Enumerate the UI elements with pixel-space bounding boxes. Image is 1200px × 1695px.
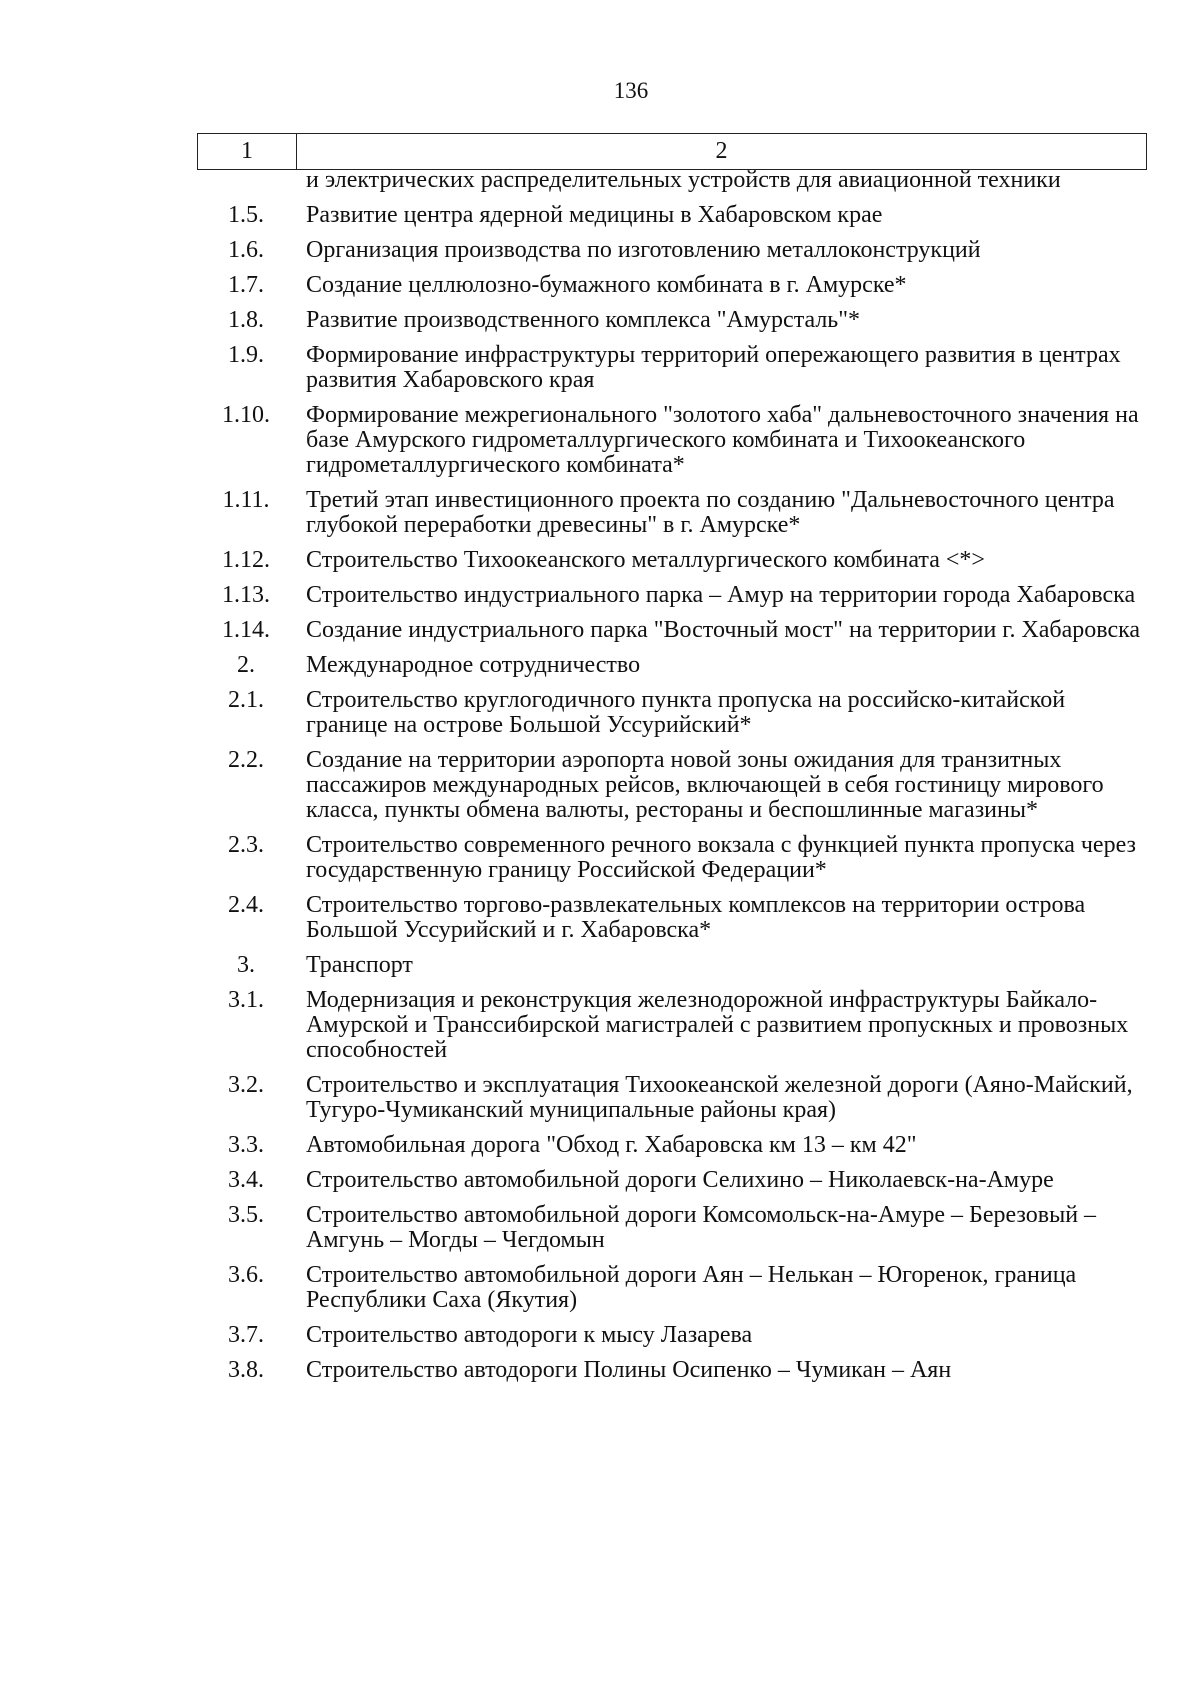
row-number: 3. xyxy=(237,952,255,978)
table-row xyxy=(197,618,1147,643)
table-row xyxy=(197,203,1147,228)
table-row xyxy=(197,1323,1147,1348)
row-text: Международное сотрудничество xyxy=(306,652,641,678)
row-number: 2.2. xyxy=(228,747,264,773)
table-row xyxy=(197,988,1147,1063)
table-row xyxy=(197,238,1147,263)
row-number: 2.4. xyxy=(228,892,264,918)
table-row xyxy=(197,748,1147,823)
row-text: Строительство индустриального парка – Амур на территории города Хабаровска xyxy=(306,582,1136,608)
row-text: Строительство автомобильной дороги Комсомольск-на-Амуре – Березовый – Амгунь – Могды – Чегдомын xyxy=(306,1202,1097,1253)
table-header-col1: 1 xyxy=(198,134,297,169)
row-number: 3.7. xyxy=(228,1322,264,1348)
row-text: Строительство и эксплуатация Тихоокеанской железной дороги (Аяно-Майский, Тугуро-Чумиканский муниципальные районы края) xyxy=(306,1072,1133,1123)
table-header xyxy=(197,133,1147,170)
row-number: 3.8. xyxy=(228,1357,264,1383)
row-text: Автомобильная дорога "Обход г. Хабаровска км 13 – км 42" xyxy=(306,1132,917,1158)
row-number: 1.6. xyxy=(228,237,264,263)
table-row xyxy=(197,1168,1147,1193)
table-row xyxy=(197,403,1147,478)
row-number: 1.5. xyxy=(228,202,264,228)
table-row xyxy=(197,168,1147,193)
page-number: 136 xyxy=(613,78,649,103)
row-text: Развитие центра ядерной медицины в Хабаровском крае xyxy=(306,202,883,228)
row-number: 2. xyxy=(237,652,255,678)
table-row xyxy=(197,688,1147,738)
row-text: Строительство автомобильной дороги Аян – Нелькан – Югоренок, граница Республики Саха (Якутия) xyxy=(306,1262,1077,1313)
row-text: Развитие производственного комплекса "Амурсталь"* xyxy=(306,307,861,333)
row-number: 1.10. xyxy=(222,402,270,428)
table-row xyxy=(197,1203,1147,1253)
table-row xyxy=(197,548,1147,573)
row-text: Третий этап инвестиционного проекта по созданию "Дальневосточного центра глубокой переработки древесины" в г. Амурске* xyxy=(306,487,1115,538)
row-number: 3.1. xyxy=(228,987,264,1013)
table-row xyxy=(197,583,1147,608)
table-row xyxy=(197,893,1147,943)
row-text: Организация производства по изготовлению металлоконструкций xyxy=(306,237,981,263)
row-text: Формирование инфраструктуры территорий опережающего развития в центрах развития Хабаровского края xyxy=(306,342,1121,393)
row-number: 3.4. xyxy=(228,1167,264,1193)
row-text: Строительство торгово-развлекательных комплексов на территории острова Большой Уссурийский и г. Хабаровска* xyxy=(306,892,1086,943)
row-text: Строительство автодороги к мысу Лазарева xyxy=(306,1322,753,1348)
table-row xyxy=(197,833,1147,883)
row-text: и электрических распределительных устройств для авиационной техники xyxy=(306,167,1061,193)
row-number: 1.9. xyxy=(228,342,264,368)
row-number: 1.8. xyxy=(228,307,264,333)
row-number: 1.11. xyxy=(222,487,270,513)
row-number: 3.3. xyxy=(228,1132,264,1158)
table-row xyxy=(197,1133,1147,1158)
row-number: 3.2. xyxy=(228,1072,264,1098)
row-text: Формирование межрегионального "золотого хаба" дальневосточного значения на базе Амурского гидрометаллургического комбината и Тихоокеанского гидрометаллургического комбината* xyxy=(306,402,1139,478)
row-text: Строительство круглогодичного пункта пропуска на российско-китайской границе на острове Большой Уссурийский* xyxy=(306,687,1066,738)
row-text: Строительство автодороги Полины Осипенко – Чумикан – Аян xyxy=(306,1357,952,1383)
table-row xyxy=(197,953,1147,978)
row-text: Строительство автомобильной дороги Селихино – Николаевск-на-Амуре xyxy=(306,1167,1054,1193)
row-text: Строительство Тихоокеанского металлургического комбината <*> xyxy=(306,547,985,573)
row-text: Создание индустриального парка "Восточный мост" на территории г. Хабаровска xyxy=(306,617,1141,643)
table-row xyxy=(197,488,1147,538)
row-number: 3.6. xyxy=(228,1262,264,1288)
row-text: Создание целлюлозно-бумажного комбината в г. Амурске* xyxy=(306,272,907,298)
table-row xyxy=(197,1263,1147,1313)
table-row xyxy=(197,343,1147,393)
table-row xyxy=(197,1358,1147,1383)
row-number: 1.13. xyxy=(222,582,270,608)
table-row xyxy=(197,653,1147,678)
row-number: 1.7. xyxy=(228,272,264,298)
table-row xyxy=(197,308,1147,333)
table-body xyxy=(197,168,1147,1393)
table-header-col2: 2 xyxy=(715,138,728,164)
row-number: 3.5. xyxy=(228,1202,264,1228)
row-number: 1.12. xyxy=(222,547,270,573)
table-row xyxy=(197,1073,1147,1123)
row-number: 1.14. xyxy=(222,617,270,643)
row-number: 2.3. xyxy=(228,832,264,858)
row-text: Строительство современного речного вокзала с функцией пункта пропуска через государственную границу Российской Федерации* xyxy=(306,832,1136,883)
row-text: Транспорт xyxy=(306,952,413,978)
row-text: Создание на территории аэропорта новой зоны ожидания для транзитных пассажиров международных рейсов, включающей в себя гостиницу мирового класса, пункты обмена валюты, рестораны и беспошлинные магазины* xyxy=(306,747,1104,823)
row-number: 2.1. xyxy=(228,687,264,713)
row-text: Модернизация и реконструкция железнодорожной инфраструктуры Байкало-Амурской и Транссибирской магистралей с развитием пропускных и провозных способностей xyxy=(306,987,1129,1063)
table-row xyxy=(197,273,1147,298)
